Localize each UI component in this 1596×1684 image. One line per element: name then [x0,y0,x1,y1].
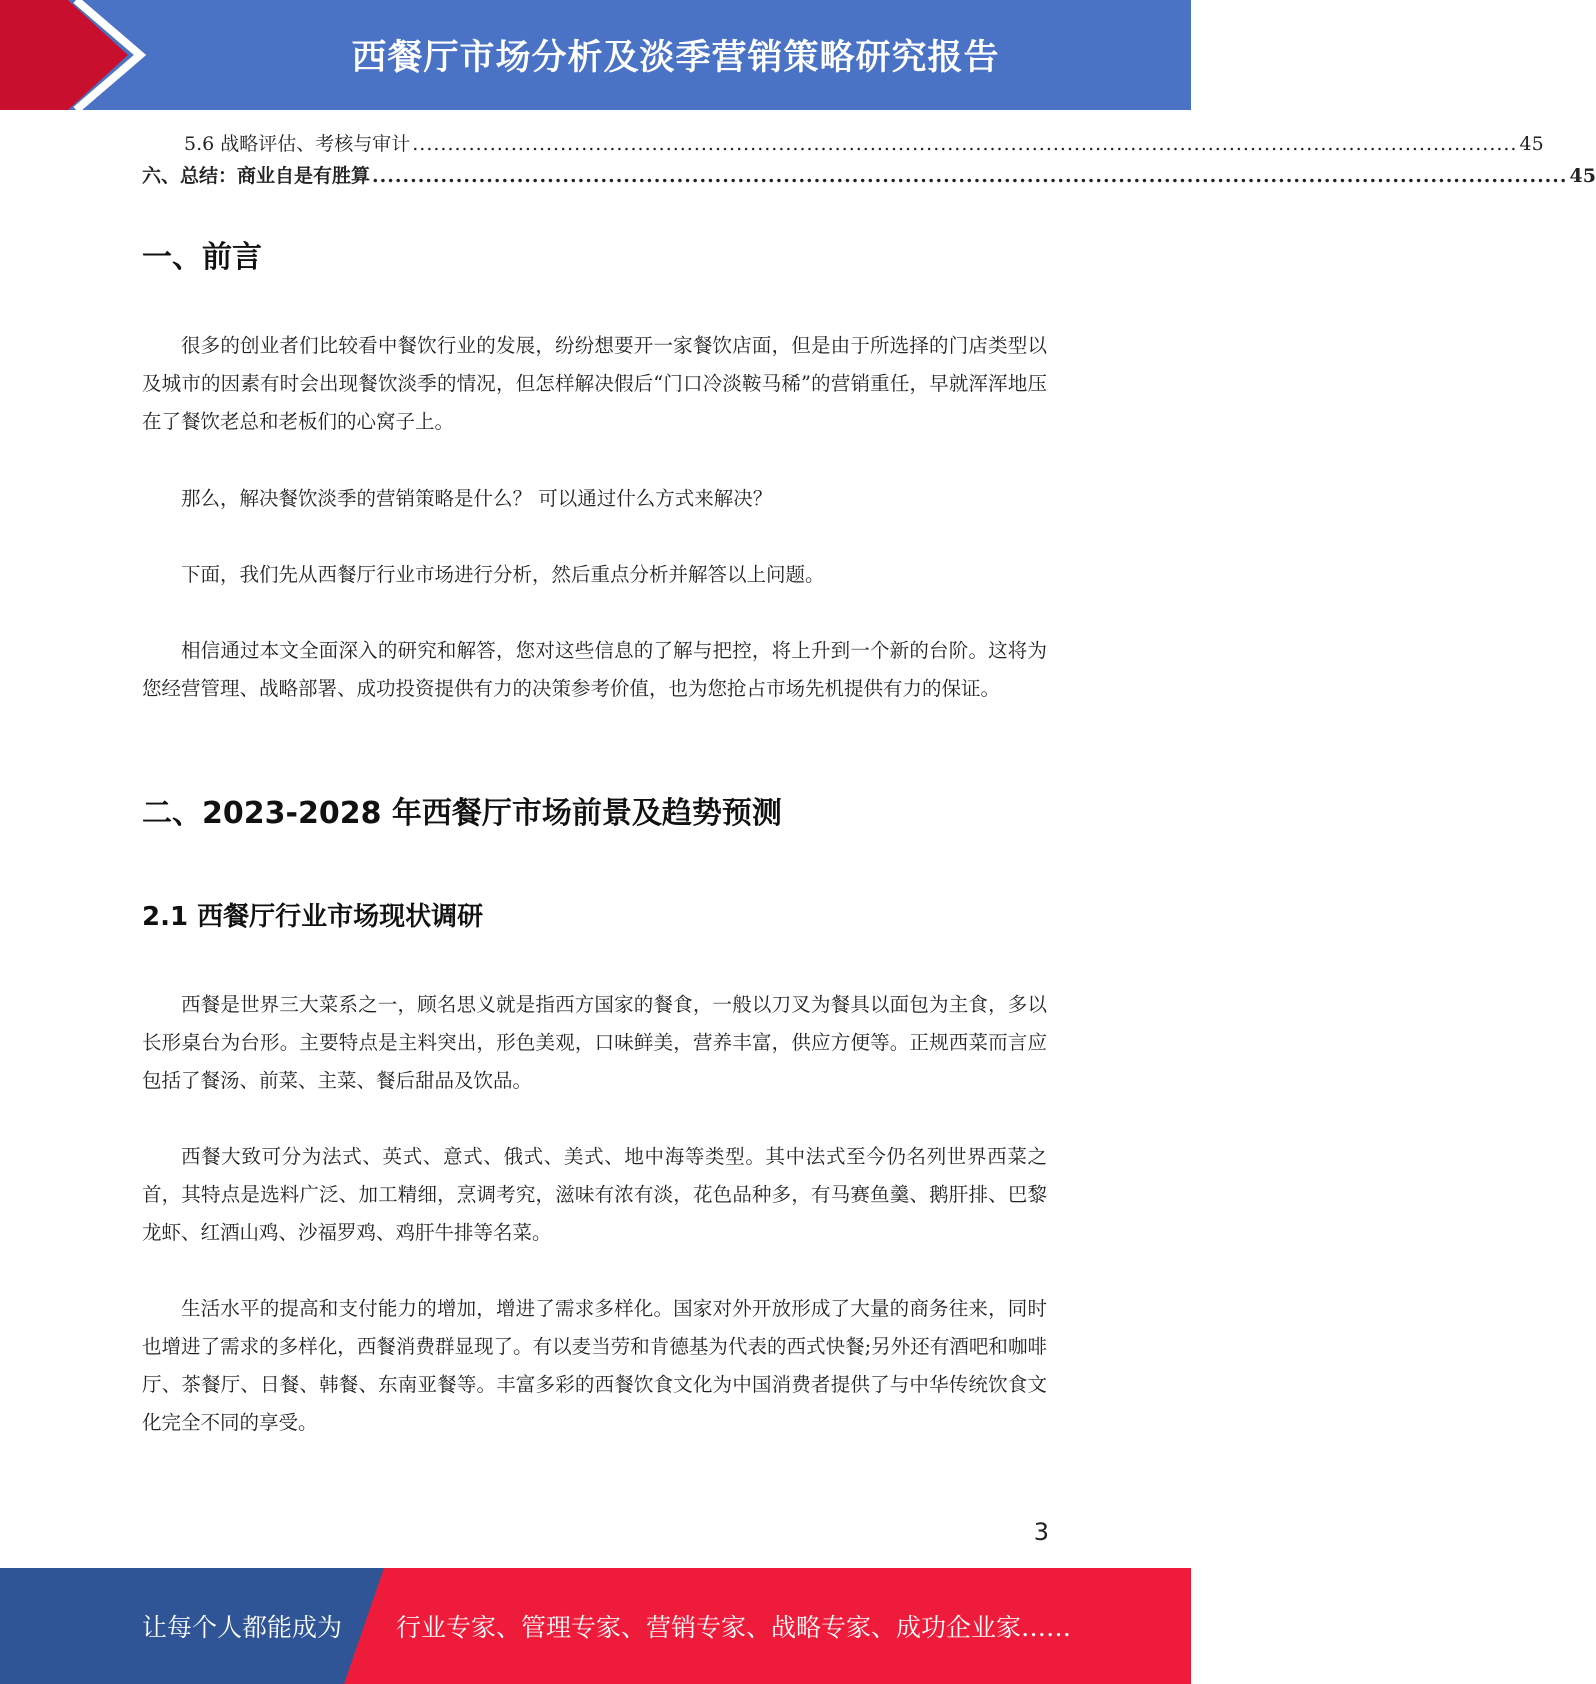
subsection-heading: 2.1 西餐厅行业市场现状调研 [142,902,484,932]
section-heading: 一、前言 [142,240,262,275]
paragraph: 那么，解决餐饮淡季的营销策略是什么？ 可以通过什么方式来解决？ [181,487,773,510]
toc-entry[interactable] [142,128,1544,160]
paragraph: 生活水平的提高和支付能力的增加，增进了需求多样化。国家对外开放形成了大量的商务往来，同时也增进了需求的多样化，西餐消费群显现了。有以麦当劳和肯德基为代表的西式快餐;另外还有酒吧和咖啡厅、茶餐厅、日餐、韩餐、东南亚餐等。丰富多彩的西餐饮食文化为中国消费者提供了与中华传统饮食文化完全不同的享受。 [142,1297,1047,1434]
header-arrow-icon [0,0,160,110]
footer-banner [0,1568,1191,1684]
table-of-contents [142,128,1596,192]
toc-entry-page: 45 [1569,165,1596,187]
toc-entry[interactable] [142,160,1596,192]
paragraph: 西餐是世界三大菜系之一，顾名思义就是指西方国家的餐食，一般以刀叉为餐具以面包为主食，多以长形桌台为台形。主要特点是主料突出，形色美观，口味鲜美，营养丰富，供应方便等。正规西菜而言应包括了餐汤、前菜、主菜、餐后甜品及饮品。 [142,993,1047,1092]
report-title: 西餐厅市场分析及淡季营销策略研究报告 [351,38,1000,78]
paragraph: 很多的创业者们比较看中餐饮行业的发展，纷纷想要开一家餐饮店面，但是由于所选择的门店类型以及城市的因素有时会出现餐饮淡季的情况，但怎样解决假后“门口冷淡鞍马稀”的营销重任，早就浑浑地压在了餐饮老总和老板们的心窝子上。 [142,334,1047,433]
toc-entry-page: 45 [1519,133,1544,155]
header-banner [0,0,1191,110]
footer-slogan-right: 行业专家、管理专家、营销专家、战略专家、成功企业家…… [396,1613,1072,1642]
footer-slogan-left: 让每个人都能成为 [142,1613,343,1642]
toc-leader-dots: ............................................................................................................................................................. [372,165,1568,187]
page-number: 3 [1033,1518,1049,1546]
section-heading: 二、2023-2028 年西餐厅市场前景及趋势预测 [142,796,782,831]
paragraph: 相信通过本文全面深入的研究和解答，您对这些信息的了解与把控，将上升到一个新的台阶。这将为您经营管理、战略部署、成功投资提供有力的决策参考价值，也为您抢占市场先机提供有力的保证。 [142,639,1047,700]
paragraph: 西餐大致可分为法式、英式、意式、俄式、美式、地中海等类型。其中法式至今仍名列世界西菜之首，其特点是选料广泛、加工精细，烹调考究，滋味有浓有淡，花色品种多，有马赛鱼羹、鹅肝排、巴黎龙虾、红酒山鸡、沙福罗鸡、鸡肝牛排等名菜。 [142,1145,1047,1244]
paragraph: 下面，我们先从西餐厅行业市场进行分析，然后重点分析并解答以上问题。 [181,563,825,586]
toc-entry-label: 六、总结：商业自是有胜算 [142,165,371,187]
toc-leader-dots: ............................................................................................................................................................. [412,133,1518,155]
toc-entry-label: 5.6 战略评估、考核与审计 [184,133,411,155]
